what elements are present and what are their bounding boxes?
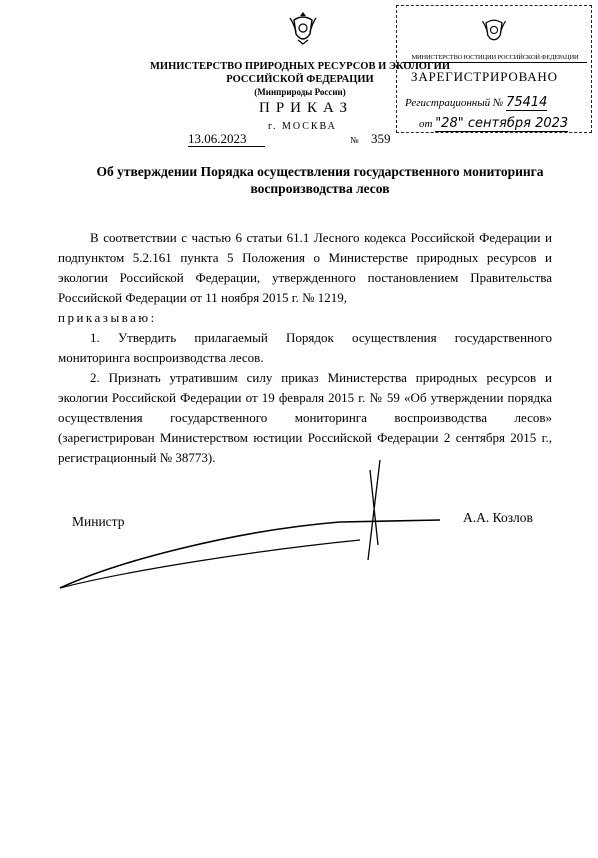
document-type: ПРИКАЗ <box>259 100 353 116</box>
document-body <box>58 228 552 468</box>
stamp-organization: МИНИСТЕРСТВО ЮСТИЦИИ РОССИЙСКОЙ ФЕДЕРАЦИИ <box>403 54 587 63</box>
ministry-name-line2: РОССИЙСКОЙ ФЕДЕРАЦИИ <box>226 74 374 85</box>
order-number-label: № <box>350 135 359 145</box>
order-item-2: 2. Признать утратившим силу приказ Министерства природных ресурсов и экологии Российской Федерации от 19 февраля 2015 г. № 59 «Об утверждении порядка осуществления государственного мониторинга воспроизводства лесов» (зарегистрирован Министерством юстиции Российской Федерации 2 сентября 2015 г., регистрационный № 38773). <box>58 370 552 465</box>
coat-of-arms-icon <box>288 10 318 46</box>
ministry-name-line1: МИНИСТЕРСТВО ПРИРОДНЫХ РЕСУРСОВ И ЭКОЛОГИИ <box>150 61 450 72</box>
document-title <box>60 163 580 197</box>
stamp-reg-number: Регистрационный № 75414 <box>405 95 548 110</box>
ministry-short-name: (Минприроды России) <box>254 87 346 97</box>
signatory-name: А.А. Козлов <box>463 510 533 525</box>
order-date: 13.06.2023 <box>188 131 265 147</box>
signatory-position: Министр <box>72 514 125 529</box>
stamp-reg-date: от "28" сентября 2023 <box>419 116 569 131</box>
stamp-emblem-icon <box>480 14 508 46</box>
preamble-paragraph: В соответствии с частью 6 статьи 61.1 Лесного кодекса Российской Федерации и подпунктом 5.2.161 пункта 5 Положения о Министерстве природных ресурсов и экологии Российской Федерации, утвержденного постановлением Правительства Российской Федерации от 11 ноября 2015 г. № 1219, <box>58 230 552 305</box>
order-word: приказываю: <box>58 310 157 325</box>
order-city: г. МОСКВА <box>268 121 337 132</box>
registration-stamp <box>396 5 592 133</box>
title-line2: воспроизводства лесов <box>250 181 390 196</box>
stamp-registered: ЗАРЕГИСТРИРОВАНО <box>411 69 558 84</box>
order-item-1: 1. Утвердить прилагаемый Порядок осуществления государственного мониторинга воспроизводства лесов. <box>58 330 552 365</box>
order-number: 359 <box>371 131 391 146</box>
title-line1: Об утверждении Порядка осуществления государственного мониторинга <box>96 164 544 179</box>
